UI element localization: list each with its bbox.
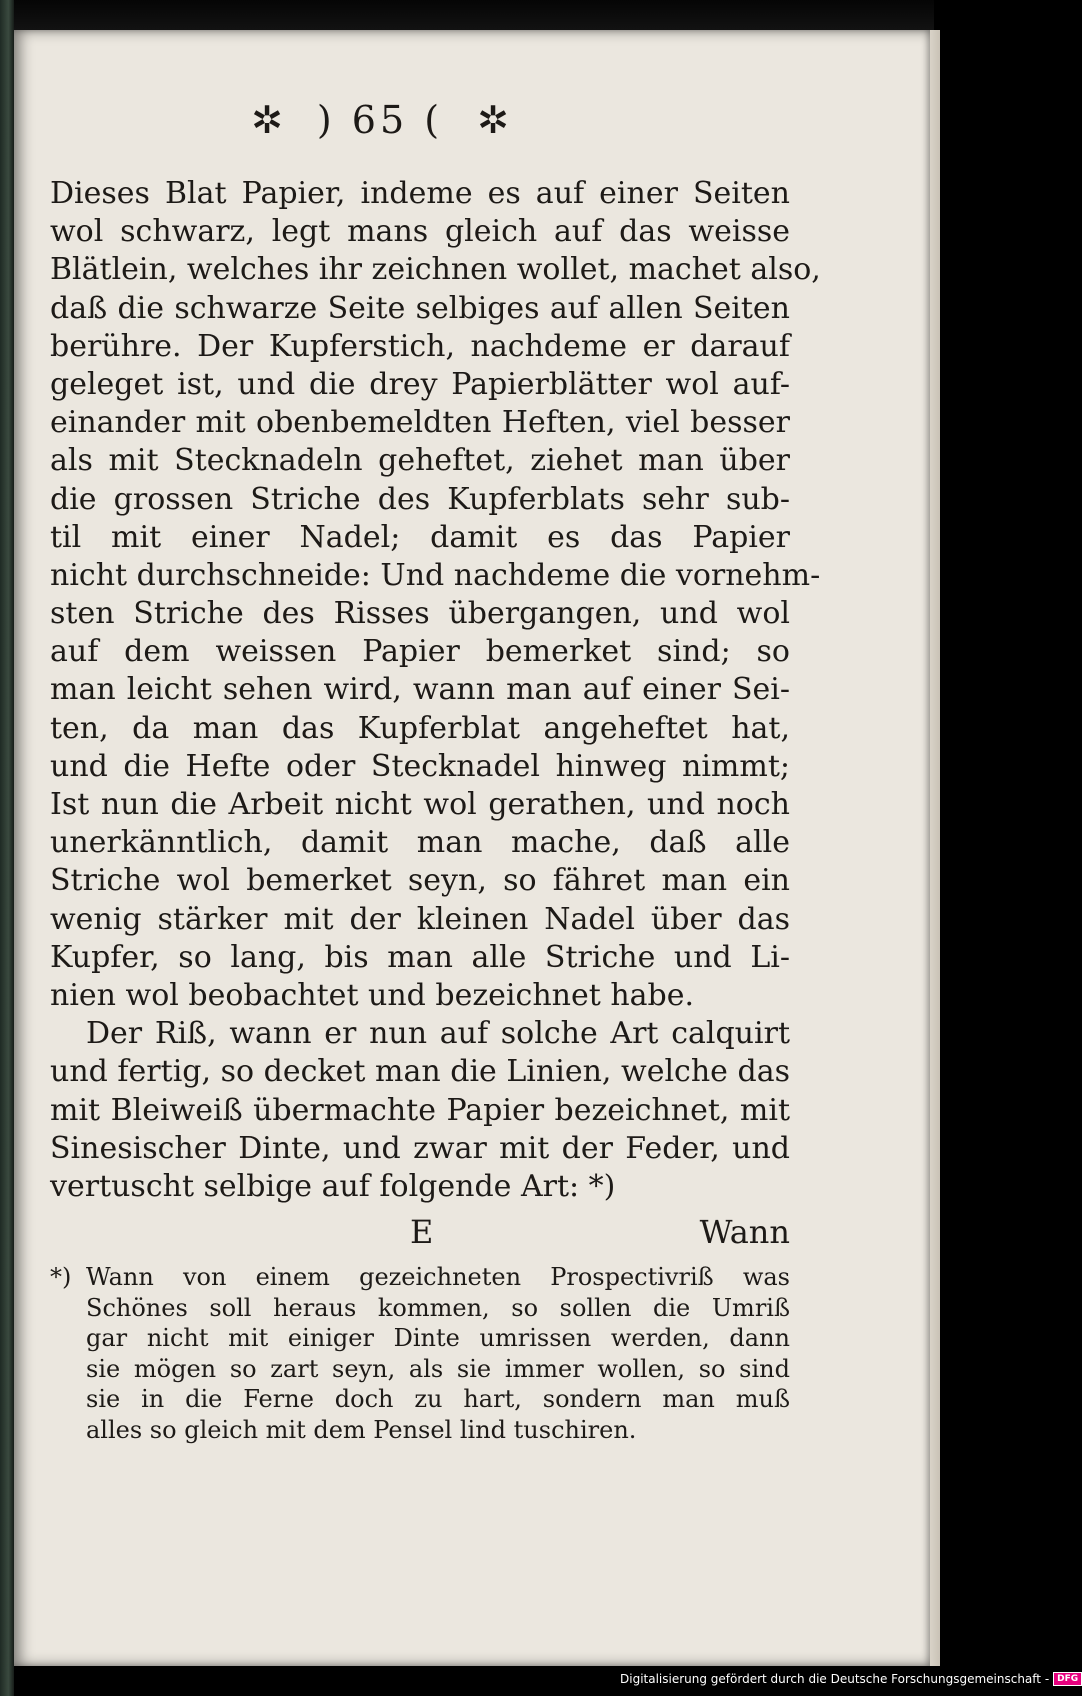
text-line: Der Riß, wann er nun auf solche Art calquirt [86, 1016, 790, 1052]
ornament-right-icon: ✲ [477, 98, 509, 142]
text-line: berühre. Der Kupferstich, nachdeme er darauf [50, 328, 790, 364]
digitization-credit [620, 1672, 1082, 1686]
text-line: und fertig, so decket man die Linien, welche das [50, 1054, 790, 1090]
running-header [120, 85, 640, 155]
text-line: nicht durchschneide: Und nachdeme die vornehm- [50, 557, 821, 593]
text-line: Blätlein, welches ihr zeichnen wollet, machet also, [50, 252, 821, 288]
text-line: als mit Stecknadeln geheftet, ziehet man über [50, 443, 790, 479]
text-line: mit Bleiweiß übermachte Papier bezeichnet, mit [50, 1092, 790, 1128]
footnote-marker: *) [50, 1263, 72, 1292]
text-line: nien wol beobachtet und bezeichnet habe. [50, 977, 695, 1013]
text-line: und die Hefte oder Stecknadel hinweg nimmt; [50, 748, 790, 784]
text-line: auf dem weissen Papier bemerket sind; so [50, 634, 790, 670]
body-paragraph-2 [50, 1015, 790, 1206]
credit-text: Digitalisierung gefördert durch die Deutsche Forschungsgemeinschaft - [620, 1672, 1050, 1686]
signature-row [50, 1210, 790, 1254]
text-line: wol schwarz, legt mans gleich auf das weisse [50, 214, 790, 250]
footnote-line: sie in die Ferne doch zu hart, sondern man muß [86, 1385, 790, 1414]
text-line: Dieses Blat Papier, indeme es auf einer Seiten [50, 176, 790, 211]
footnote-line: alles so gleich mit dem Pensel lind tuschiren. [86, 1415, 637, 1444]
signature-mark: E [410, 1213, 434, 1252]
top-margin-shadow [14, 0, 934, 30]
dfg-logo-icon: DFG [1053, 1672, 1082, 1686]
page-number: ) 65 ( [316, 98, 444, 142]
catchword: Wann [699, 1213, 790, 1252]
footnote-text: Wann von einem gezeichneten Prospectivriß was [86, 1263, 790, 1292]
text-line: daß die schwarze Seite selbiges auf allen Seiten [50, 290, 790, 326]
text-line: unerkänntlich, damit man mache, daß alle [50, 825, 790, 861]
footnote-line [50, 1262, 790, 1293]
footnote [50, 1262, 790, 1445]
footnote-line: Schönes soll heraus kommen, so sollen die Umriß [86, 1293, 790, 1322]
text-line: til mit einer Nadel; damit es das Papier [50, 519, 790, 555]
text-line: die grossen Striche des Kupferblats sehr sub- [50, 481, 790, 517]
text-line: Kupfer, so lang, bis man alle Striche und Li- [50, 939, 790, 975]
text-line: Ist nun die Arbeit nicht wol gerathen, und noch [50, 787, 790, 822]
text-line: wenig stärker mit der kleinen Nadel über das [50, 901, 790, 937]
text-line: einander mit obenbemeldten Heften, viel besser [50, 405, 790, 441]
text-line: man leicht sehen wird, wann man auf einer Sei- [50, 672, 790, 708]
page-content [50, 85, 821, 1445]
page-edge [930, 30, 940, 1666]
text-line: sten Striche des Risses übergangen, und wol [50, 596, 790, 632]
footnote-line: gar nicht mit einiger Dinte umrissen werden, dann [86, 1324, 790, 1353]
footnote-line: sie mögen so zart seyn, als sie immer wollen, so sind [86, 1354, 790, 1383]
text-line: vertuscht selbige auf folgende Art: *) [50, 1168, 616, 1204]
text-line: ten, da man das Kupferblat angeheftet hat, [50, 710, 790, 746]
text-line: geleget ist, und die drey Papierblätter wol auf- [50, 366, 790, 402]
book-spine [0, 0, 14, 1696]
text-line: Striche wol bemerket seyn, so fähret man ein [50, 863, 790, 899]
text-line: Sinesischer Dinte, und zwar mit der Feder, und [50, 1130, 790, 1166]
body-paragraph-1 [50, 175, 821, 1015]
ornament-left-icon: ✲ [251, 98, 283, 142]
